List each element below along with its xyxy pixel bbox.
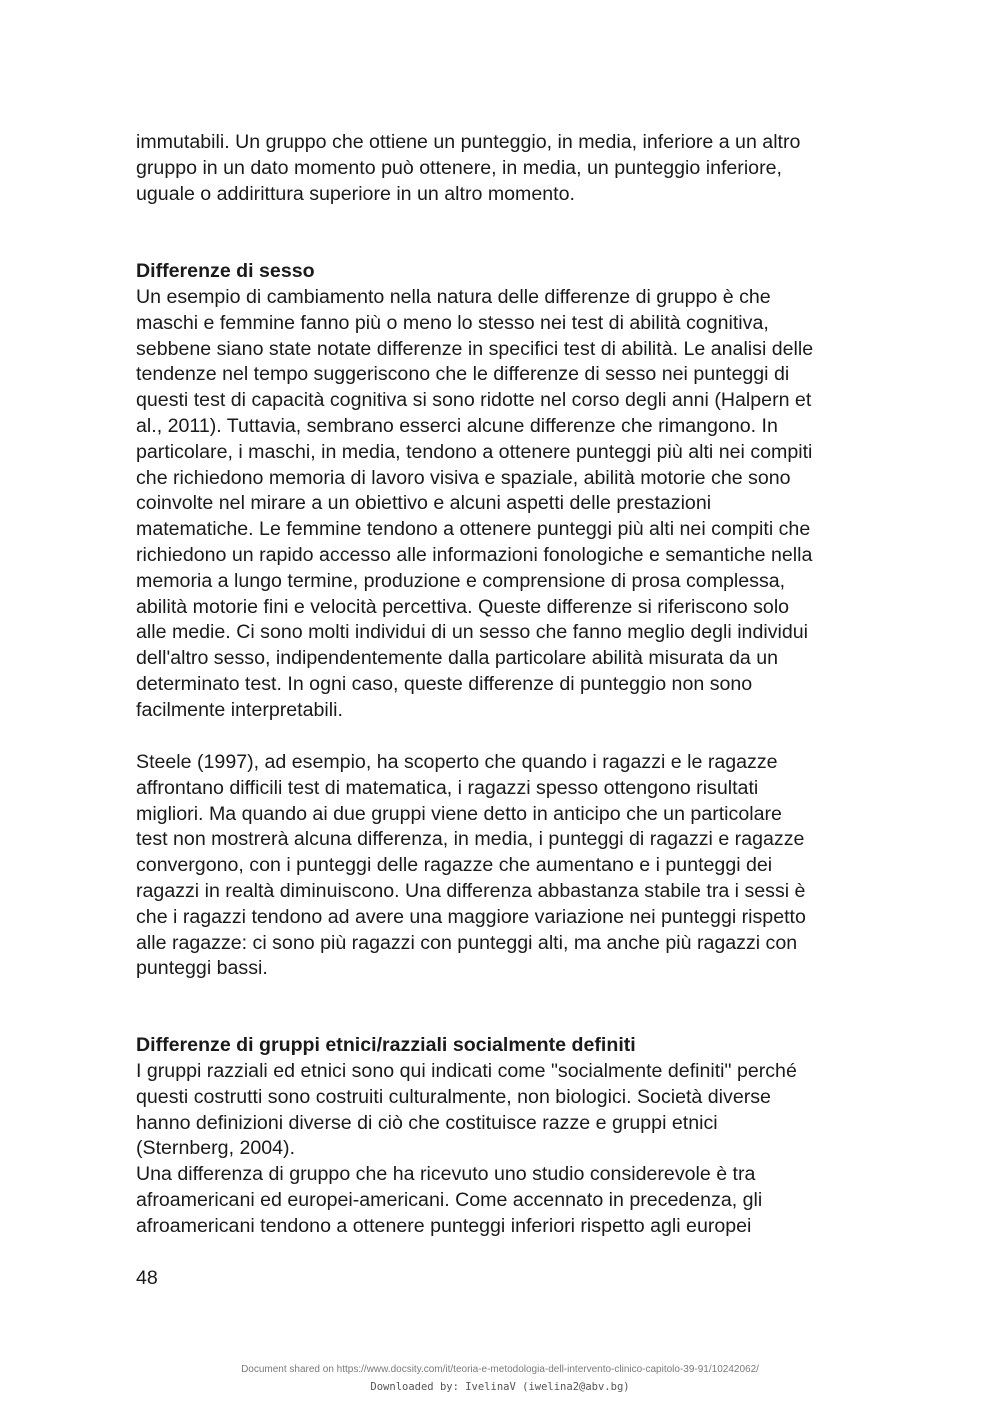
ethnic-differences-paragraph: I gruppi razziali ed etnici sono qui indicati come "socialmente definiti" perché questi costrutti sono costruiti culturalmente, non biologici. Società diverse hanno definizioni diverse di ciò che costituisce razze e gruppi etnici (Sternberg, 2004). Una differenza di gruppo che ha ricevuto uno studio considerevole è tra afroamericani ed europei-americani. Come accennato in precedenza, gli afroamericani tendono a ottenere punteggi inferiori rispetto agli europei: [136, 1060, 797, 1237]
section-heading-sex-differences: Differenze di sesso: [136, 260, 315, 282]
page-number: 48: [136, 1267, 158, 1289]
steele-paragraph: Steele (1997), ad esempio, ha scoperto che quando i ragazzi e le ragazze affrontano difficili test di matematica, i ragazzi spesso ottengono risultati migliori. Ma quando ai due gruppi viene detto in anticipo che un particolare test non mostrerà alcuna differenza, in media, i punteggi di ragazzi e ragazze convergono, con i punteggi delle ragazze che aumentano e i punteggi dei ragazzi in realtà diminuiscono. Una differenza abbastanza stabile tra i sessi è che i ragazzi tendono ad avere una maggiore variazione nei punteggi rispetto alle ragazze: ci sono più ragazzi con punteggi alti, ma anche più ragazzi con punteggi bassi.: [136, 751, 806, 980]
footer-shared-link[interactable]: Document shared on https://www.docsity.com/it/teoria-e-metodologia-dell-intervento-clinico-capitolo-39-91/10242062/: [241, 1364, 759, 1375]
intro-paragraph: immutabili. Un gruppo che ottiene un punteggio, in media, inferiore a un altro gruppo in un dato momento può ottenere, in media, un punteggio inferiore, uguale o addirittura superiore in un altro momento.: [136, 131, 801, 205]
section-heading-ethnic-differences: Differenze di gruppi etnici/razziali socialmente definiti: [136, 1034, 636, 1056]
footer-downloaded-by: Downloaded by: IvelinaV (iwelina2@abv.bg): [370, 1381, 630, 1393]
sex-differences-paragraph: Un esempio di cambiamento nella natura delle differenze di gruppo è che maschi e femmine fanno più o meno lo stesso nei test di abilità cognitiva, sebbene siano state notate differenze in specifici test di abilità. Le analisi delle tendenze nel tempo suggeriscono che le differenze di sesso nei punteggi di questi test di capacità cognitiva si sono ridotte nel corso degli anni (Halpern et al., 2011). Tuttavia, sembrano esserci alcune differenze che rimangono. In particolare, i maschi, in media, tendono a ottenere punteggi più alti nei compiti che richiedono memoria di lavoro visiva e spaziale, abilità motorie che sono coinvolte nel mirare a un obiettivo e alcuni aspetti delle prestazioni matematiche. Le femmine tendono a ottenere punteggi più alti nei compiti che richiedono un rapido accesso alle informazioni fonologiche e semantiche nella memoria a lungo termine, produzione e comprensione di prosa complessa, abilità motorie fini e velocità percettiva. Queste differenze si riferiscono solo alle medie. Ci sono molti individui di un sesso che fanno meglio degli individui dell'altro sesso, indipendentemente dalla particolare abilità misurata da un determinato test. In ogni caso, queste differenze di punteggio non sono facilmente interpretabili.: [136, 286, 814, 721]
